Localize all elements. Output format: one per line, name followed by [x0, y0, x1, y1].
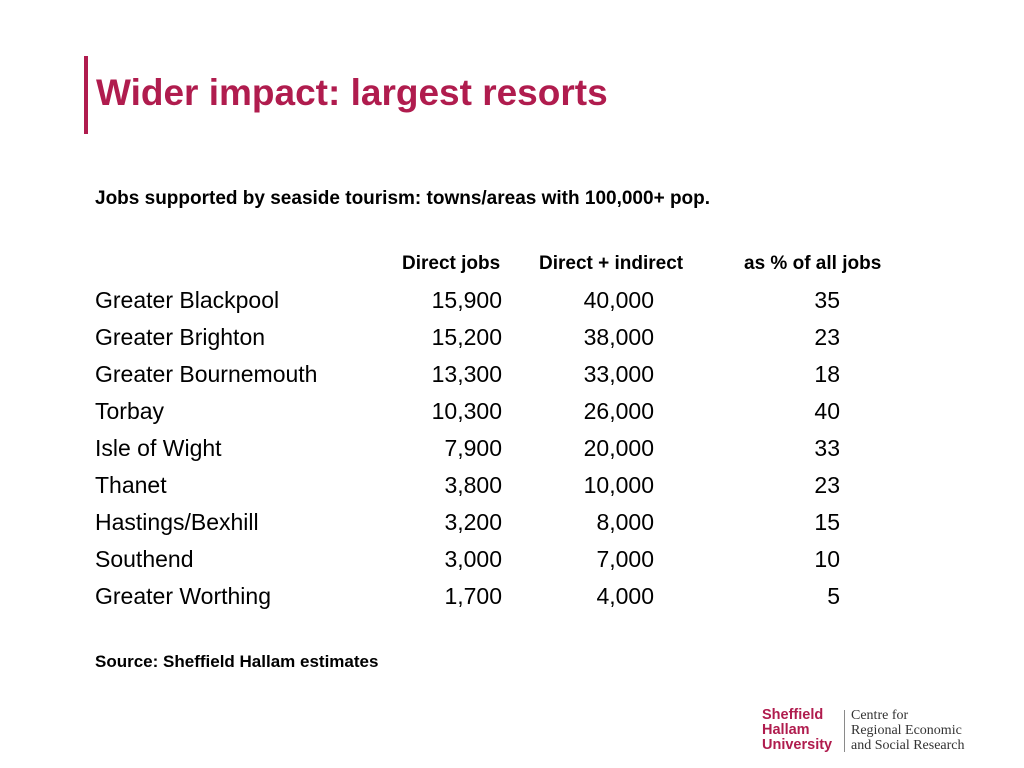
direct-jobs-value: 3,000	[444, 546, 502, 572]
resort-name: Greater Blackpool	[95, 287, 280, 313]
direct-indirect-value: 10,000	[583, 472, 654, 498]
header-direct-indirect: Direct + indirect	[539, 253, 684, 274]
resort-name: Hastings/Bexhill	[95, 509, 259, 535]
direct-jobs-value: 3,800	[444, 472, 502, 498]
table-row	[0, 355, 1024, 392]
resort-name: Greater Brighton	[95, 324, 266, 350]
logo-line: Regional Economic	[851, 723, 962, 738]
title-accent-bar	[84, 56, 88, 134]
resort-name: Torbay	[95, 398, 165, 424]
source-note: Source: Sheffield Hallam estimates	[95, 652, 379, 671]
direct-jobs-value: 1,700	[444, 583, 502, 609]
percent-value: 10	[814, 546, 840, 572]
resort-name: Thanet	[95, 472, 167, 498]
resort-name: Southend	[95, 546, 194, 572]
direct-jobs-value: 10,300	[431, 398, 502, 424]
percent-value: 33	[814, 435, 840, 461]
direct-jobs-value: 7,900	[444, 435, 502, 461]
direct-indirect-value: 20,000	[583, 435, 654, 461]
table-row	[0, 318, 1024, 355]
direct-jobs-value: 15,900	[431, 287, 502, 313]
slide-title: Wider impact: largest resorts	[96, 72, 608, 113]
percent-value: 23	[814, 472, 840, 498]
percent-value: 18	[814, 361, 840, 387]
direct-indirect-value: 7,000	[596, 546, 654, 572]
percent-value: 40	[814, 398, 840, 424]
header-direct-jobs: Direct jobs	[402, 253, 501, 274]
table-row	[0, 503, 1024, 540]
table-row	[0, 281, 1024, 318]
percent-value: 35	[814, 287, 840, 313]
table-body	[0, 281, 1024, 614]
university-logo	[762, 708, 980, 754]
logo-line: Centre for	[851, 708, 909, 723]
logo-university-name	[762, 708, 832, 753]
direct-jobs-value: 15,200	[431, 324, 502, 350]
direct-indirect-value: 4,000	[596, 583, 654, 609]
direct-indirect-value: 26,000	[583, 398, 654, 424]
logo-centre-name	[851, 708, 965, 753]
resort-name: Greater Worthing	[95, 583, 271, 609]
table-row	[0, 429, 1024, 466]
table-row	[0, 577, 1024, 614]
table-subtitle: Jobs supported by seaside tourism: towns/areas with 100,000+ pop.	[95, 188, 711, 209]
table-row	[0, 392, 1024, 429]
direct-indirect-value: 8,000	[596, 509, 654, 535]
percent-value: 5	[827, 583, 840, 609]
logo-line: University	[762, 737, 833, 753]
header-percent-all-jobs: as % of all jobs	[744, 253, 882, 274]
resort-name: Isle of Wight	[95, 435, 222, 461]
direct-jobs-value: 3,200	[444, 509, 502, 535]
table-row	[0, 540, 1024, 577]
logo-line: Hallam	[762, 722, 810, 738]
logo-line: Sheffield	[762, 707, 824, 723]
table-row	[0, 466, 1024, 503]
direct-indirect-value: 40,000	[583, 287, 654, 313]
percent-value: 23	[814, 324, 840, 350]
percent-value: 15	[814, 509, 840, 535]
direct-indirect-value: 33,000	[583, 361, 654, 387]
direct-jobs-value: 13,300	[431, 361, 502, 387]
resort-name: Greater Bournemouth	[95, 361, 318, 387]
direct-indirect-value: 38,000	[583, 324, 654, 350]
logo-divider	[844, 710, 845, 752]
logo-line: and Social Research	[851, 738, 965, 753]
